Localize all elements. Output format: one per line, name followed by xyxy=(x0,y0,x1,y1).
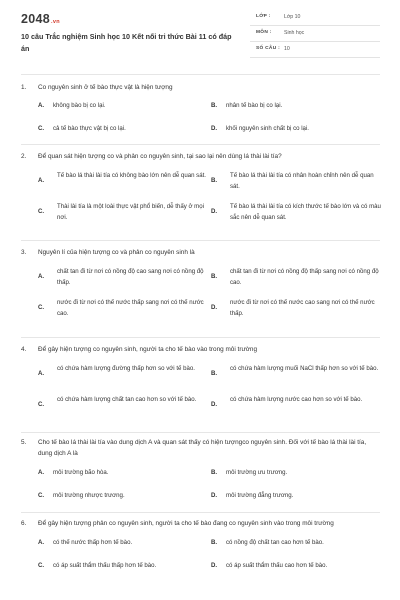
option-text: nước đi từ nơi có thế nước thấp sang nơi có thế nước cao. xyxy=(57,299,204,317)
option-b[interactable] xyxy=(211,100,381,111)
question-text xyxy=(21,518,380,529)
option-a[interactable] xyxy=(38,537,208,548)
option-letter: B. xyxy=(211,177,218,184)
option-letter: B. xyxy=(211,469,218,476)
options xyxy=(21,361,380,427)
option-c[interactable] xyxy=(38,297,208,319)
question-stem: Co nguyên sinh ở tế bào thực vật là hiện tượng xyxy=(38,84,173,91)
option-c[interactable] xyxy=(38,123,208,134)
option-a[interactable] xyxy=(38,100,208,111)
quiz-meta-box xyxy=(250,10,380,58)
option-text: cả tế bào thực vật bị co lại. xyxy=(53,125,126,132)
option-letter: A. xyxy=(38,370,45,377)
meta-label: SỐ CÂU : xyxy=(256,46,280,51)
option-text: có chứa hàm lượng nước cao hơn so với tế bào. xyxy=(230,396,363,403)
option-letter: B. xyxy=(211,273,218,280)
meta-value: Lớp 10 xyxy=(284,13,301,20)
meta-value: 10 xyxy=(284,45,290,52)
option-b[interactable] xyxy=(211,363,381,377)
question-2 xyxy=(21,151,380,234)
option-letter: D. xyxy=(211,562,218,569)
option-text: Tế bào lá thài lài tía có không bào lớn nên dễ quan sát. xyxy=(57,172,206,179)
question-text xyxy=(21,247,380,258)
option-b[interactable] xyxy=(211,266,381,288)
page-header xyxy=(0,0,400,78)
option-b[interactable] xyxy=(211,467,381,478)
site-logo[interactable] xyxy=(21,12,60,26)
question-number: 2. xyxy=(21,153,27,160)
option-letter: B. xyxy=(211,370,218,377)
question-text xyxy=(21,151,380,162)
options xyxy=(21,99,380,144)
option-d[interactable] xyxy=(211,123,381,134)
option-text: Tế bào lá thài lài tía có nhân hoàn chỉnh nên dễ quan sát. xyxy=(230,172,374,190)
question-stem: Nguyên lí của hiện tượng co và phản co nguyên sinh là xyxy=(38,249,195,256)
meta-label: LỚP : xyxy=(256,14,271,19)
option-text: có thế nước thấp hơn tế bào. xyxy=(53,539,133,546)
option-text: môi trường đẳng trương. xyxy=(226,492,294,499)
question-stem: Để gây hiện tượng co nguyên sinh, người ta cho tế bào vào trong môi trường xyxy=(38,346,258,353)
option-text: nước đi từ nơi có thế nước cao sang nơi có thế nước thấp. xyxy=(230,299,375,317)
question-6 xyxy=(21,518,380,579)
option-a[interactable] xyxy=(38,170,208,184)
option-letter: B. xyxy=(211,539,218,546)
option-c[interactable] xyxy=(38,560,208,571)
question-stem: Cho tế bào lá thài lài tía vào dung dịch A và quan sát thấy có hiện tượngco nguyên sinh. Đối với tế bào lá thài lài tía, dung dịch A là xyxy=(38,439,367,457)
divider xyxy=(21,240,380,241)
option-text: có áp suất thẩm thấu cao hơn tế bào. xyxy=(226,562,328,569)
options xyxy=(21,465,380,509)
question-text xyxy=(21,344,380,355)
option-letter: D. xyxy=(211,401,218,408)
option-text: Thài lài tía là một loài thực vật phổ biến, dễ thấy ở mọi nơi. xyxy=(57,203,204,221)
option-d[interactable] xyxy=(211,394,381,408)
divider xyxy=(21,432,380,433)
option-a[interactable] xyxy=(38,363,208,377)
option-text: môi trường bão hòa. xyxy=(53,469,109,476)
option-letter: C. xyxy=(38,562,45,569)
logo-text: 2048 xyxy=(21,12,51,26)
logo-suffix: .vn xyxy=(51,19,60,25)
option-text: không bào bị co lại. xyxy=(53,102,106,109)
option-b[interactable] xyxy=(211,537,381,548)
divider xyxy=(21,74,380,75)
option-text: có áp suất thẩm thấu thấp hơn tế bào. xyxy=(53,562,157,569)
meta-value: Sinh học xyxy=(284,29,305,36)
question-1 xyxy=(21,82,380,144)
option-text: có chứa hàm lượng đường thấp hơn so với tế bào. xyxy=(57,365,195,372)
option-d[interactable] xyxy=(211,490,381,501)
option-letter: C. xyxy=(38,125,45,132)
question-number: 5. xyxy=(21,439,27,446)
option-text: có chứa hàm lượng chất tan cao hơn so với tế bào. xyxy=(57,396,197,403)
option-letter: D. xyxy=(211,304,218,311)
option-letter: C. xyxy=(38,304,45,311)
page-title: 10 câu Trắc nghiệm Sinh học 10 Kết nối tri thức Bài 11 có đáp án xyxy=(21,32,232,53)
meta-row-subject xyxy=(250,26,380,42)
divider xyxy=(21,144,380,145)
option-letter: D. xyxy=(211,125,218,132)
option-d[interactable] xyxy=(211,297,381,319)
option-text: môi trường nhược trương. xyxy=(53,492,125,499)
question-number: 6. xyxy=(21,520,27,527)
question-number: 3. xyxy=(21,249,27,256)
options xyxy=(21,264,380,330)
options xyxy=(21,535,380,579)
question-stem: Để gây hiện tượng phản co nguyên sinh, người ta cho tế bào đang co nguyên sinh vào trong môi trường xyxy=(38,520,334,527)
option-b[interactable] xyxy=(211,170,381,192)
question-5 xyxy=(21,437,380,509)
meta-row-class xyxy=(250,10,380,26)
option-a[interactable] xyxy=(38,266,208,288)
question-text xyxy=(21,82,380,93)
option-letter: A. xyxy=(38,102,45,109)
option-letter: A. xyxy=(38,273,45,280)
question-text xyxy=(21,437,380,459)
option-letter: B. xyxy=(211,102,218,109)
options xyxy=(21,168,380,234)
divider xyxy=(21,337,380,338)
option-text: chất tan đi từ nơi có nồng độ cao sang nơi có nồng độ thấp. xyxy=(57,268,204,286)
option-d[interactable] xyxy=(211,201,381,223)
option-text: Tế bào lá thài lài tía có kích thước tế bào lớn và có màu sắc nên dễ quan sát. xyxy=(230,203,381,221)
option-c[interactable] xyxy=(38,490,208,501)
option-letter: D. xyxy=(211,492,218,499)
option-letter: C. xyxy=(38,208,45,215)
option-d[interactable] xyxy=(211,560,381,571)
option-text: chất tan đi từ nơi có nồng độ thấp sang nơi có nồng độ cao. xyxy=(230,268,379,286)
option-text: môi trường ưu trương. xyxy=(226,469,288,476)
option-letter: A. xyxy=(38,469,45,476)
option-a[interactable] xyxy=(38,467,208,478)
question-stem: Để quan sát hiện tượng co và phản co nguyên sinh, tại sao lại nên dùng lá thài lài tía? xyxy=(38,153,282,160)
option-letter: C. xyxy=(38,401,45,408)
divider xyxy=(21,512,380,513)
option-letter: C. xyxy=(38,492,45,499)
option-letter: A. xyxy=(38,539,45,546)
question-number: 1. xyxy=(21,84,27,91)
option-text: có nồng độ chất tan cao hơn tế bào. xyxy=(226,539,324,546)
option-text: có chứa hàm lượng muối NaCl thấp hơn so với tế bào. xyxy=(230,365,379,372)
option-c[interactable] xyxy=(38,394,208,408)
question-number: 4. xyxy=(21,346,27,353)
question-3 xyxy=(21,247,380,330)
option-c[interactable] xyxy=(38,201,208,223)
question-4 xyxy=(21,344,380,427)
option-letter: A. xyxy=(38,177,45,184)
meta-label: MÔN : xyxy=(256,30,272,35)
option-text: nhân tế bào bị co lại. xyxy=(226,102,283,109)
option-letter: D. xyxy=(211,208,218,215)
option-text: khối nguyên sinh chất bị co lại. xyxy=(226,125,309,132)
meta-row-count xyxy=(250,42,380,58)
